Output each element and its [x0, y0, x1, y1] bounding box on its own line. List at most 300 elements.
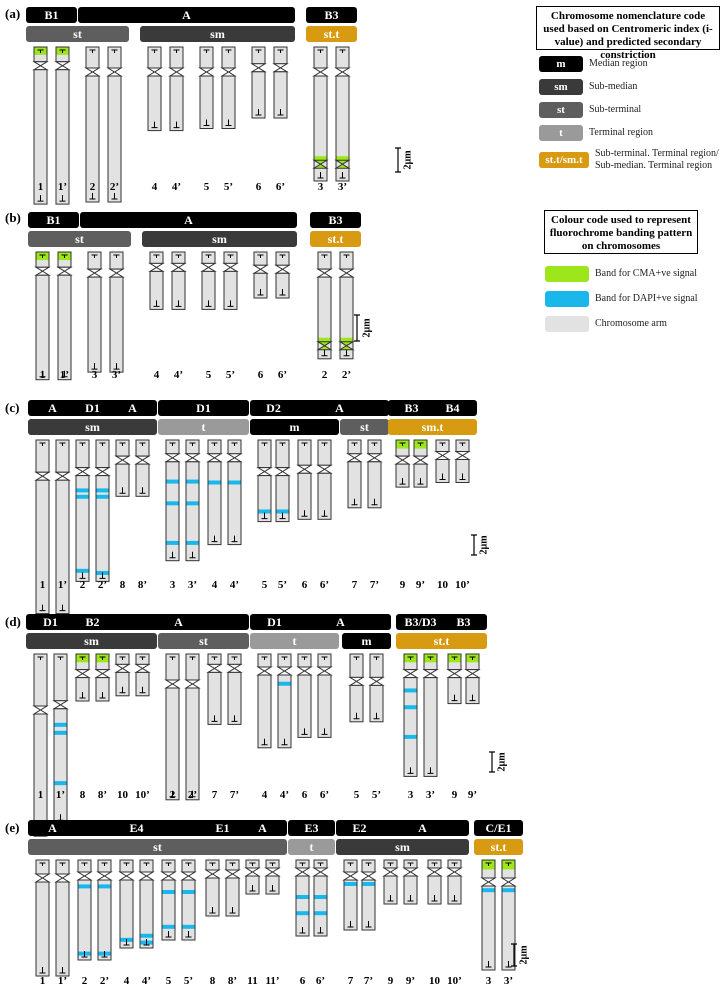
centromere — [56, 472, 69, 480]
legend-code-chip: sm — [539, 79, 583, 95]
chromosome-label: 5 — [203, 181, 210, 193]
legend-code-text: Sub-median — [589, 81, 638, 92]
chromosome-label: 1’ — [57, 975, 68, 987]
chromosome-label: 7’ — [363, 975, 374, 987]
group-label: B4 — [445, 401, 460, 415]
scale-bar — [471, 535, 477, 555]
dapi-band — [297, 911, 309, 915]
centromere — [98, 872, 111, 880]
short-arm — [36, 860, 49, 874]
dapi-band — [167, 501, 179, 505]
centromere — [34, 706, 47, 714]
legend-code-chip: m — [539, 56, 583, 72]
chromosome-label: 11’ — [265, 975, 280, 987]
centromere — [482, 878, 495, 886]
fluorochrome-legend-row — [545, 316, 667, 332]
short-arm — [136, 440, 149, 456]
chromosome-label: 10 — [437, 579, 448, 591]
centromere — [136, 456, 149, 464]
group-label: C/E1 — [485, 821, 512, 835]
long-arm — [88, 277, 101, 372]
group-label: B3 — [328, 213, 343, 227]
type-label: sm — [84, 634, 99, 648]
chromosome-label: 5’ — [225, 369, 236, 381]
fluorochrome-legend-row — [545, 266, 697, 282]
chromosome-label: 1’ — [57, 181, 68, 193]
dapi-band — [503, 888, 515, 892]
chromosome-label: 6 — [299, 975, 306, 987]
chromosome-label: 10’ — [447, 975, 462, 987]
group-label: D1 — [267, 615, 282, 629]
nomenclature-legend-row — [539, 125, 653, 141]
short-arm — [278, 654, 291, 667]
chromosome-label: 9 — [451, 789, 458, 801]
type-label: st — [75, 232, 84, 246]
scale-bar — [489, 752, 495, 772]
long-arm — [502, 886, 515, 970]
dapi-band — [483, 888, 495, 892]
long-arm — [140, 880, 153, 948]
centromere — [56, 62, 69, 70]
fluorochrome-legend-title: Colour code used to represent fluorochrome banding pattern on chromosomes — [544, 210, 698, 254]
centromere — [36, 472, 49, 480]
fluorochrome-legend-row — [545, 291, 698, 307]
centromere — [110, 269, 123, 277]
type-label: st.t — [490, 840, 507, 854]
centromere — [436, 452, 449, 460]
chromosome-label: 6’ — [319, 579, 330, 591]
centromere — [424, 670, 437, 678]
chromosome-label: 2 — [321, 369, 328, 381]
chromosome-label: 8 — [209, 975, 216, 987]
chromosome-label: 1 — [37, 181, 44, 193]
legend-code-chip: st — [539, 102, 583, 118]
centromere — [222, 68, 235, 76]
group-label: D1 — [43, 615, 58, 629]
centromere — [136, 664, 149, 672]
chromosome-label: 3’ — [337, 181, 348, 193]
chromosome-label: 6 — [255, 181, 262, 193]
long-arm — [482, 886, 495, 970]
scale-bar-label: 2µm — [478, 535, 490, 555]
centromere — [166, 680, 179, 688]
centromere — [340, 269, 353, 277]
type-label: m — [289, 420, 300, 434]
chromosome-label: 11 — [247, 975, 258, 987]
centromere — [96, 468, 109, 476]
centromere — [108, 68, 121, 76]
legend-code-chip: st.t/sm.t — [539, 152, 589, 168]
legend-code-text: Terminal region — [589, 127, 653, 138]
group-label: A — [336, 615, 345, 629]
chromosome-label: 8’ — [137, 579, 148, 591]
centromere — [56, 874, 69, 882]
group-label: A — [48, 821, 57, 835]
long-arm — [36, 480, 49, 613]
dapi-band — [229, 481, 241, 485]
centromere — [348, 454, 361, 462]
group-label: A — [335, 401, 344, 415]
type-label: st.t — [433, 634, 450, 648]
chromosome-label: 2 — [169, 789, 176, 801]
chromosome-label: 6 — [301, 789, 308, 801]
long-arm — [36, 275, 49, 380]
dapi-band — [141, 934, 153, 938]
type-label: st — [153, 840, 162, 854]
group-label: A — [258, 821, 267, 835]
group-label: D2 — [266, 401, 281, 415]
short-arm — [368, 440, 381, 454]
chromosome-label: 7’ — [229, 789, 240, 801]
centromere — [258, 468, 271, 476]
chromosome-label: 1’ — [55, 789, 66, 801]
nomenclature-legend-row — [539, 56, 648, 72]
chromosome-label: 3 — [317, 181, 324, 193]
chromosome-label: 3 — [407, 789, 414, 801]
short-arm — [318, 654, 331, 667]
dapi-band — [163, 925, 175, 929]
chromosome-label: 5 — [353, 789, 360, 801]
short-arm — [166, 440, 179, 454]
chromosome-label: 4 — [261, 789, 268, 801]
centromere — [314, 68, 327, 76]
legend-color-text: Band for CMA+ve signal — [595, 268, 698, 279]
short-arm — [228, 440, 241, 454]
type-label: sm — [210, 27, 225, 41]
chromosome-label: 3’ — [187, 579, 198, 591]
centromere — [228, 664, 241, 672]
chromosome-label: 5 — [205, 369, 212, 381]
dapi-band — [77, 495, 89, 499]
centromere — [448, 868, 461, 876]
chromosome-label: 9 — [399, 579, 406, 591]
long-arm — [298, 675, 311, 737]
group-label: E3 — [304, 821, 319, 835]
centromere — [182, 872, 195, 880]
centromere — [200, 68, 213, 76]
centromere — [76, 468, 89, 476]
chromosome-label: 1 — [39, 975, 46, 987]
group-label: A — [184, 213, 193, 227]
chromosome-label: 9’ — [405, 975, 416, 987]
centromere — [206, 870, 219, 878]
type-label: st — [360, 420, 369, 434]
dapi-band — [163, 890, 175, 894]
chromosome-label: 7 — [347, 975, 354, 987]
type-label: sm — [395, 840, 410, 854]
chromosome-label: 5 — [165, 975, 172, 987]
group-label: B3 — [324, 8, 339, 22]
centromere — [384, 868, 397, 876]
centromere — [362, 872, 375, 880]
chromosome-label: 2’ — [109, 181, 120, 193]
centromere — [396, 456, 409, 464]
panel-label: (b) — [5, 210, 21, 225]
dapi-band — [187, 501, 199, 505]
group-label: B1 — [46, 213, 61, 227]
scale-bar-label: 2µm — [518, 945, 530, 965]
centromere — [76, 670, 89, 678]
panel-label: (e) — [5, 820, 20, 835]
dapi-band — [97, 495, 109, 499]
dapi-band — [297, 895, 309, 899]
centromere — [58, 267, 71, 275]
chromosome-label: 6 — [301, 579, 308, 591]
centromere — [96, 670, 109, 678]
centromere — [86, 68, 99, 76]
dapi-band — [405, 688, 417, 692]
chromosome-label: 2’ — [99, 975, 110, 987]
centromere — [318, 465, 331, 473]
chromosome-label: 5 — [261, 579, 268, 591]
chromosome-label: 7 — [351, 579, 358, 591]
type-label: st.t — [327, 232, 344, 246]
chromosome-label: 2’ — [97, 579, 108, 591]
short-arm — [208, 440, 221, 454]
short-arm — [186, 440, 199, 454]
chromosome-label: 4 — [211, 579, 218, 591]
centromere — [78, 872, 91, 880]
centromere — [170, 68, 183, 76]
chromosome-label: 3’ — [425, 789, 436, 801]
chromosome-label: 5’ — [223, 181, 234, 193]
centromere — [208, 664, 221, 672]
dapi-band — [77, 569, 89, 573]
group-label: B3 — [404, 401, 419, 415]
chromosome-label: 10’ — [455, 579, 470, 591]
chromosome-label: 6’ — [315, 975, 326, 987]
long-arm — [56, 480, 69, 613]
centromere — [258, 667, 271, 675]
chromosome-label: 4’ — [173, 369, 184, 381]
long-arm — [34, 714, 47, 836]
centromere — [224, 263, 237, 271]
type-label: st — [73, 27, 82, 41]
centromere — [336, 68, 349, 76]
group-label: B1 — [44, 8, 59, 22]
chromosome-label: 1 — [39, 369, 46, 381]
short-arm — [348, 440, 361, 454]
chromosome-label: 1 — [37, 789, 44, 801]
centromere — [448, 670, 461, 678]
chromosome-label: 8 — [119, 579, 126, 591]
centromere — [276, 265, 289, 273]
type-label: st.t — [323, 27, 340, 41]
long-arm — [228, 462, 241, 545]
centromere — [140, 872, 153, 880]
short-arm — [56, 860, 69, 874]
type-label: t — [201, 420, 206, 434]
centromere — [36, 267, 49, 275]
dapi-band — [315, 895, 327, 899]
centromere — [116, 456, 129, 464]
centromere — [162, 872, 175, 880]
group-label: B3/D3 — [404, 615, 437, 629]
dapi-band — [209, 481, 221, 485]
short-arm — [54, 654, 67, 701]
centromere — [414, 456, 427, 464]
chromosome-label: 4 — [151, 181, 158, 193]
centromere — [314, 868, 327, 876]
centromere — [186, 454, 199, 462]
group-label: A — [182, 8, 191, 22]
short-arm — [116, 440, 129, 456]
nomenclature-legend-row — [539, 102, 641, 118]
legend-color-text: Chromosome arm — [595, 318, 667, 329]
centromere — [274, 64, 287, 72]
chromosome-label: 1’ — [59, 369, 70, 381]
chromosome-label: 4 — [123, 975, 130, 987]
centromere — [404, 868, 417, 876]
chromosome-label: 3 — [169, 579, 176, 591]
dapi-band — [79, 884, 91, 888]
dapi-band — [55, 723, 67, 727]
chromosome-label: 6 — [257, 369, 264, 381]
centromere — [350, 677, 363, 685]
centromere — [54, 701, 67, 709]
centromere — [502, 878, 515, 886]
centromere — [298, 667, 311, 675]
nomenclature-legend-row — [539, 148, 723, 172]
long-arm — [98, 880, 111, 960]
scale-bar-label: 2µm — [496, 752, 508, 772]
chromosome-label: 3’ — [111, 369, 122, 381]
dapi-band — [167, 480, 179, 484]
centromere — [36, 874, 49, 882]
centromere — [150, 263, 163, 271]
dapi-band — [77, 488, 89, 492]
centromere — [226, 870, 239, 878]
scale-bar-label: 2µm — [402, 150, 414, 170]
long-arm — [58, 275, 71, 380]
type-label: st — [199, 634, 208, 648]
chromosome-label: 10’ — [135, 789, 150, 801]
centromere — [318, 269, 331, 277]
legend-color-swatch — [545, 291, 589, 307]
group-label: D1 — [196, 401, 211, 415]
panel-label: (d) — [5, 614, 21, 629]
long-arm — [78, 880, 91, 960]
group-label: A — [128, 401, 137, 415]
centromere — [404, 670, 417, 678]
chromosome-label: 5’ — [183, 975, 194, 987]
chromosome-label: 1’ — [57, 579, 68, 591]
panel-label: (a) — [5, 6, 21, 21]
chromosome-label: 2 — [79, 579, 86, 591]
short-arm — [254, 252, 267, 265]
panel-label: (c) — [5, 400, 20, 415]
chromosome-label: 4’ — [171, 181, 182, 193]
centromere — [296, 868, 309, 876]
long-arm — [318, 675, 331, 737]
long-arm — [120, 880, 133, 948]
chromosome-label: 5’ — [277, 579, 288, 591]
chromosome-label: 3 — [485, 975, 492, 987]
long-arm — [166, 462, 179, 561]
centromere — [318, 667, 331, 675]
centromere — [298, 465, 311, 473]
centromere — [252, 64, 265, 72]
dapi-band — [167, 541, 179, 545]
chromosome-label: 10 — [429, 975, 440, 987]
group-label: D1 — [85, 401, 100, 415]
legend-code-text: Median region — [589, 58, 648, 69]
centromere — [228, 454, 241, 462]
dapi-band — [183, 890, 195, 894]
chromosome-label: 5’ — [371, 789, 382, 801]
centromere — [120, 872, 133, 880]
legend-color-text: Band for DAPI+ve signal — [595, 293, 698, 304]
long-arm — [56, 882, 69, 976]
group-label: B2 — [85, 615, 100, 629]
centromere — [172, 263, 185, 271]
type-label: t — [309, 840, 314, 854]
short-arm — [258, 654, 271, 667]
centromere — [466, 670, 479, 678]
centromere — [428, 868, 441, 876]
chromosome-label: 3’ — [503, 975, 514, 987]
short-arm — [34, 654, 47, 706]
scale-bar-label: 2µm — [361, 318, 373, 338]
long-arm — [208, 462, 221, 545]
group-label: A — [418, 821, 427, 835]
group-label: E4 — [129, 821, 144, 835]
centromere — [276, 468, 289, 476]
dapi-band — [97, 488, 109, 492]
dapi-band — [315, 911, 327, 915]
centromere — [208, 454, 221, 462]
type-label: m — [361, 634, 372, 648]
chromosome-label: 8’ — [227, 975, 238, 987]
long-arm — [186, 462, 199, 561]
centromere — [368, 454, 381, 462]
chromosome-label: 7 — [211, 789, 218, 801]
centromere — [88, 269, 101, 277]
chromosome-label: 8 — [79, 789, 86, 801]
chromosome-label: 6’ — [277, 369, 288, 381]
long-arm — [166, 688, 179, 800]
centromere — [246, 868, 259, 876]
chromosome-label: 7’ — [369, 579, 380, 591]
legend-code-chip: t — [539, 125, 583, 141]
chromosome-label: 6’ — [275, 181, 286, 193]
nomenclature-legend-row — [539, 79, 637, 95]
chromosome-label: 2 — [89, 181, 96, 193]
group-label: E2 — [352, 821, 367, 835]
legend-code-text: Sub-terminal. Terminal region/ Sub-median. Terminal region — [595, 148, 719, 171]
centromere — [266, 868, 279, 876]
dapi-band — [55, 781, 67, 785]
centromere — [166, 454, 179, 462]
centromere — [370, 677, 383, 685]
type-label: sm.t — [421, 420, 444, 434]
chromosome-label: 3 — [91, 369, 98, 381]
dapi-band — [363, 882, 375, 886]
group-label: A — [48, 401, 57, 415]
type-label: sm — [85, 420, 100, 434]
dapi-band — [99, 884, 111, 888]
centromere — [202, 263, 215, 271]
centromere — [186, 680, 199, 688]
chromosome-label: 9’ — [415, 579, 426, 591]
dapi-band — [183, 925, 195, 929]
chromosome-label: 9’ — [467, 789, 478, 801]
legend-color-swatch — [545, 266, 589, 282]
chromosome-label: 2’ — [341, 369, 352, 381]
group-label: B3 — [456, 615, 471, 629]
type-label: sm — [212, 232, 227, 246]
long-arm — [36, 882, 49, 976]
